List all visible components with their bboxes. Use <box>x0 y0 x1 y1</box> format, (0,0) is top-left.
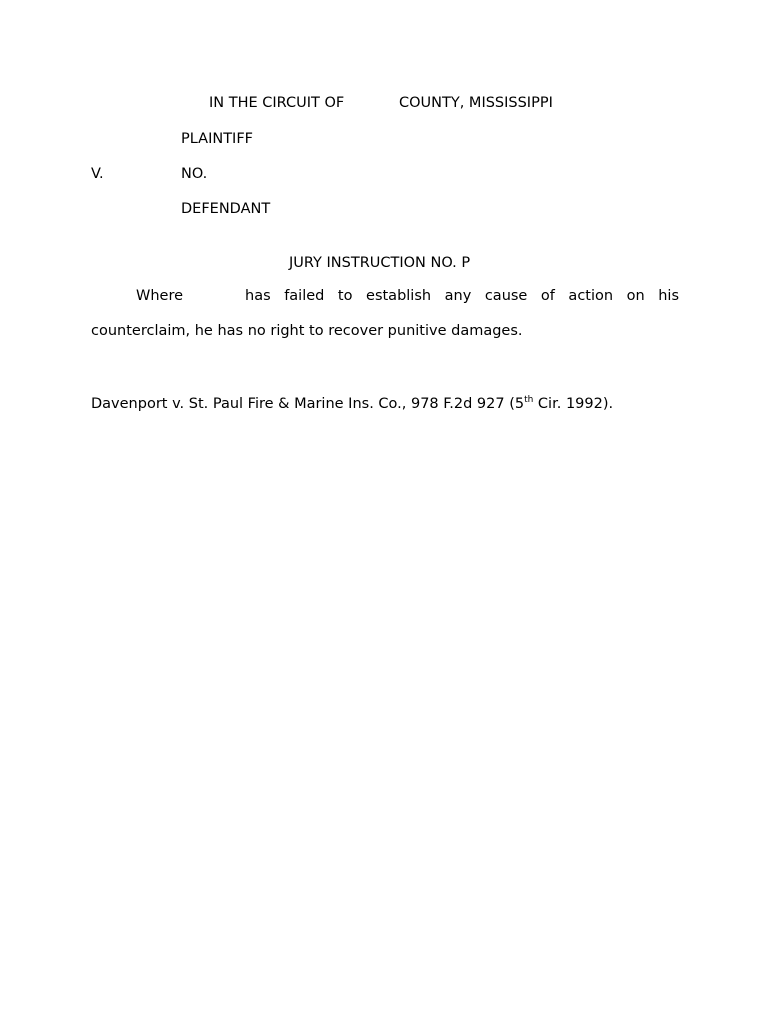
court-heading-suffix: COUNTY, MISSISSIPPI <box>399 95 553 111</box>
citation-superscript: th <box>524 395 534 406</box>
plaintiff-label: PLAINTIFF <box>181 131 254 147</box>
instruction-title: JURY INSTRUCTION NO. P <box>289 255 471 271</box>
versus-label: V. <box>91 166 104 182</box>
citation-text: Davenport v. St. Paul Fire & Marine Ins. Co., 978 F.2d 927 (5 <box>91 396 525 412</box>
court-heading-prefix: IN THE CIRCUIT OF <box>209 95 345 111</box>
case-number-label: NO. <box>181 166 208 182</box>
instruction-body <box>91 279 679 349</box>
instruction-body-start: Where <box>136 288 184 304</box>
citation <box>91 395 613 413</box>
defendant-label: DEFENDANT <box>181 201 271 217</box>
instruction-body-rest: has failed to establish any cause of action on his counterclaim, he has no right to recover punitive damages. <box>91 288 679 339</box>
citation-text-end: Cir. 1992). <box>533 396 614 412</box>
